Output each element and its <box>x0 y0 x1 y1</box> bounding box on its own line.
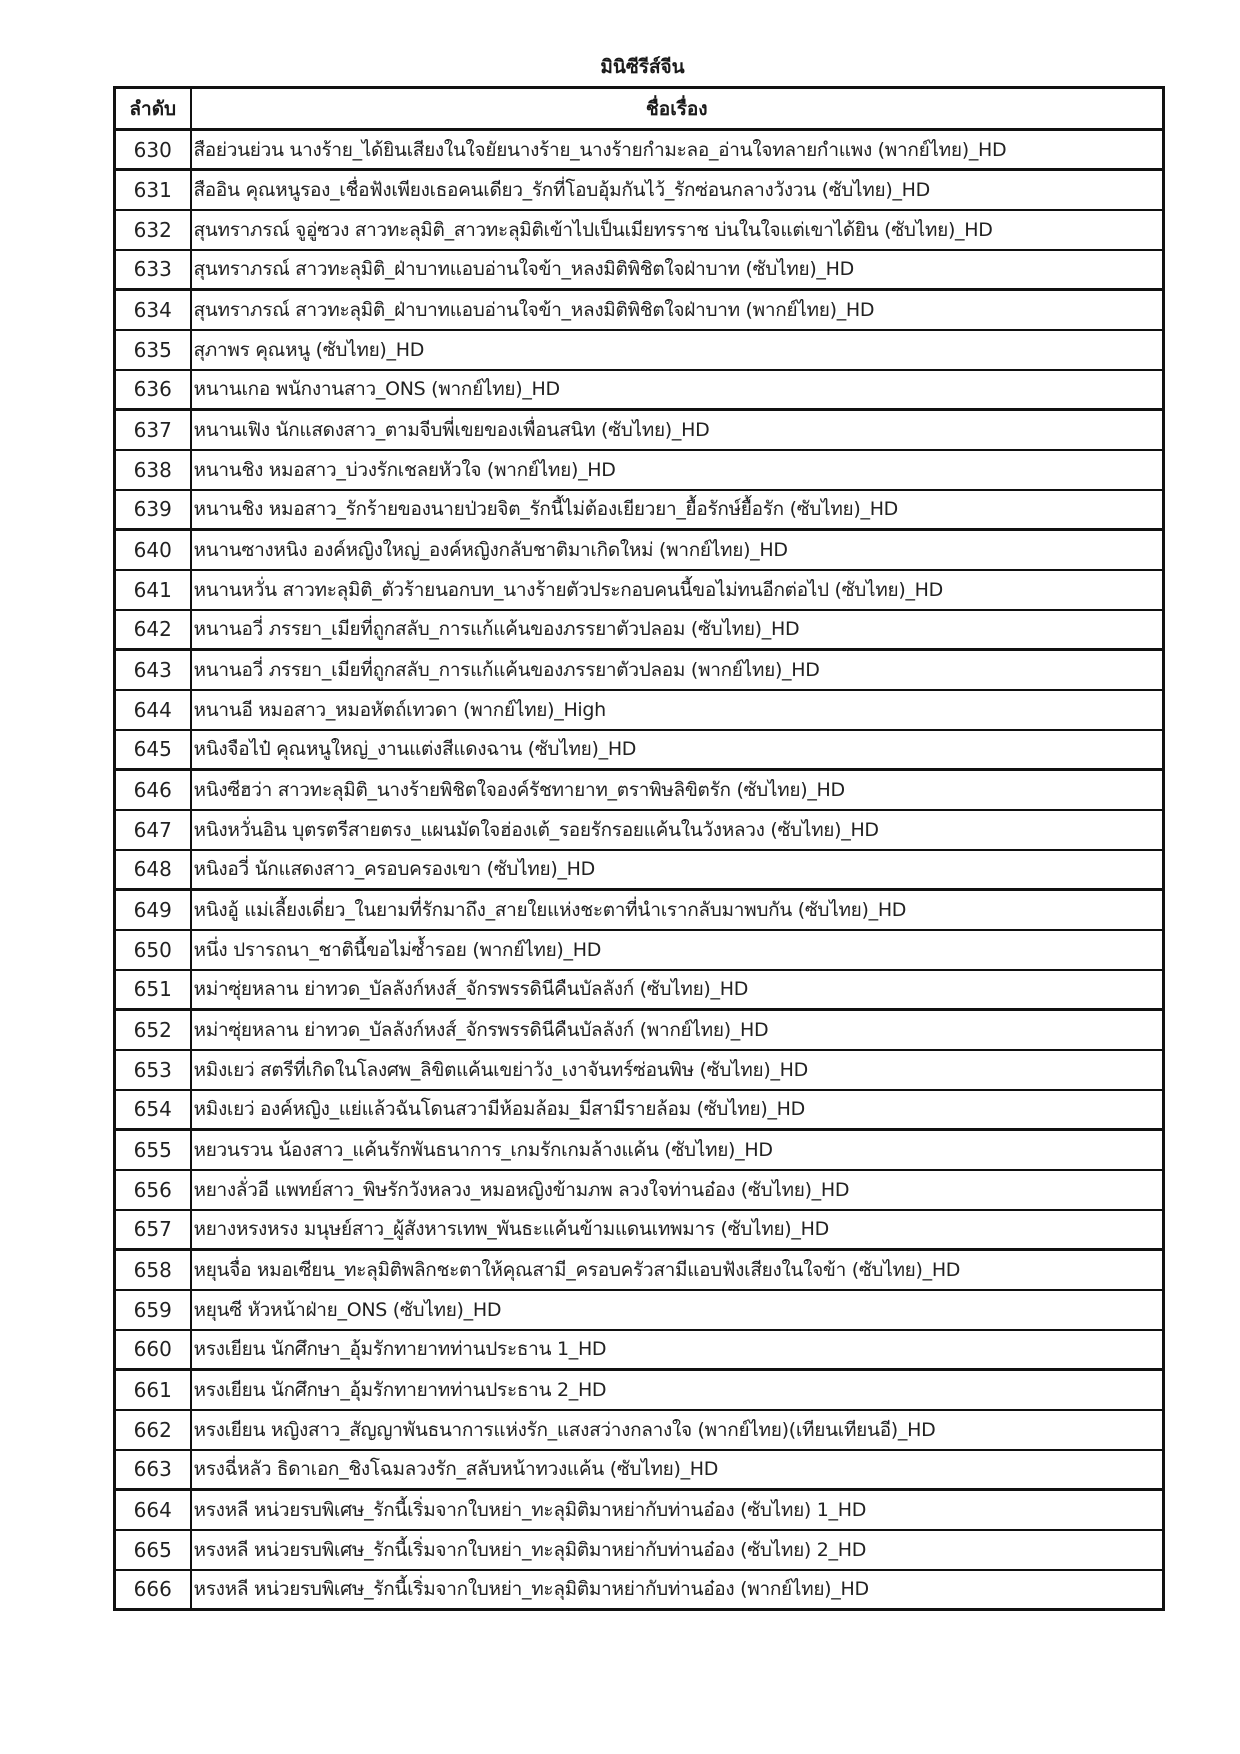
row-number: 650 <box>115 930 191 970</box>
row-number: 631 <box>115 170 191 210</box>
row-title: หนิงหวั่นอิน บุตรตรีสายตรง_แผนมัดใจฮ่องเต้_รอยรักรอยแค้นในวังหลวง (ซับไทย)_HD <box>191 810 1164 850</box>
row-number: 636 <box>115 370 191 410</box>
row-title: หยางลั่วอี แพทย์สาว_พิษรักวังหลวง_หมอหญิงข้ามภพ ลวงใจท่านอ๋อง (ซับไทย)_HD <box>191 1170 1164 1210</box>
row-title: สือย่วนย่วน นางร้าย_ได้ยินเสียงในใจยัยนางร้าย_นางร้ายกำมะลอ_อ่านใจทลายกำแพง (พากย์ไทย)_HD <box>191 130 1164 170</box>
row-number: 661 <box>115 1370 191 1410</box>
row-title: หมิงเยว่ สตรีที่เกิดในโลงศพ_ลิขิตแค้นเขย่าวัง_เงาจันทร์ซ่อนพิษ (ซับไทย)_HD <box>191 1050 1164 1090</box>
row-number: 642 <box>115 610 191 650</box>
row-title: หรงหลี หน่วยรบพิเศษ_รักนี้เริ่มจากใบหย่า_ทะลุมิติมาหย่ากับท่านอ๋อง (ซับไทย) 1_HD <box>191 1490 1164 1530</box>
row-title: หยุนจื่อ หมอเซียน_ทะลุมิติพลิกชะตาให้คุณสามี_ครอบครัวสามีแอบฟังเสียงในใจข้า (ซับไทย)_HD <box>191 1250 1164 1290</box>
table-row <box>115 1410 1164 1450</box>
row-number: 640 <box>115 530 191 570</box>
row-number: 662 <box>115 1410 191 1450</box>
row-title: หนานหวั่น สาวทะลุมิติ_ตัวร้ายนอกบท_นางร้ายตัวประกอบคนนี้ขอไม่ทนอีกต่อไป (ซับไทย)_HD <box>191 570 1164 610</box>
table-row <box>115 1490 1164 1530</box>
table-row <box>115 650 1164 690</box>
row-title: หรงฉี่หลัว ธิดาเอก_ชิงโฉมลวงรัก_สลับหน้าทวงแค้น (ซับไทย)_HD <box>191 1450 1164 1490</box>
table-row <box>115 170 1164 210</box>
table-row <box>115 490 1164 530</box>
column-header-number: ลำดับ <box>115 88 191 130</box>
row-number: 651 <box>115 970 191 1010</box>
row-number: 664 <box>115 1490 191 1530</box>
table-row <box>115 930 1164 970</box>
table-row <box>115 210 1164 250</box>
table-row <box>115 810 1164 850</box>
series-table <box>113 86 1165 1611</box>
row-number: 635 <box>115 330 191 370</box>
table-row <box>115 890 1164 930</box>
table-row <box>115 450 1164 490</box>
table-body <box>115 130 1164 1610</box>
row-number: 657 <box>115 1210 191 1250</box>
table-row <box>115 250 1164 290</box>
row-number: 641 <box>115 570 191 610</box>
row-number: 654 <box>115 1090 191 1130</box>
row-title: หรงเยียน หญิงสาว_สัญญาพันธนาการแห่งรัก_แสงสว่างกลางใจ (พากย์ไทย)(เทียนเทียนอี)_HD <box>191 1410 1164 1450</box>
table-row <box>115 970 1164 1010</box>
row-title: หนึ่ง ปรารถนา_ชาตินี้ขอไม่ซ้ำรอย (พากย์ไทย)_HD <box>191 930 1164 970</box>
row-title: หนิงจือไป๋ คุณหนูใหญ่_งานแต่งสีแดงฉาน (ซับไทย)_HD <box>191 730 1164 770</box>
row-title: หนิงอู้ แม่เลี้ยงเดี่ยว_ในยามที่รักมาถึง_สายใยแห่งชะตาที่นำเรากลับมาพบกัน (ซับไทย)_HD <box>191 890 1164 930</box>
row-title: หรงหลี หน่วยรบพิเศษ_รักนี้เริ่มจากใบหย่า_ทะลุมิติมาหย่ากับท่านอ๋อง (ซับไทย) 2_HD <box>191 1530 1164 1570</box>
table-row <box>115 1330 1164 1370</box>
row-number: 638 <box>115 450 191 490</box>
row-title: หนานเกอ พนักงานสาว_ONS (พากย์ไทย)_HD <box>191 370 1164 410</box>
row-title: หนานซางหนิง องค์หญิงใหญ่_องค์หญิงกลับชาติมาเกิดใหม่ (พากย์ไทย)_HD <box>191 530 1164 570</box>
row-number: 655 <box>115 1130 191 1170</box>
row-title: หนานชิง หมอสาว_บ่วงรักเชลยหัวใจ (พากย์ไทย)_HD <box>191 450 1164 490</box>
page-title: มินิซีรีส์จีน <box>600 56 685 78</box>
row-number: 630 <box>115 130 191 170</box>
table-row <box>115 770 1164 810</box>
row-number: 643 <box>115 650 191 690</box>
table-row <box>115 1090 1164 1130</box>
table-row <box>115 1250 1164 1290</box>
row-number: 645 <box>115 730 191 770</box>
row-title: หนิงซีฮว่า สาวทะลุมิติ_นางร้ายพิชิตใจองค์รัชทายาท_ตราพิษลิขิตรัก (ซับไทย)_HD <box>191 770 1164 810</box>
row-number: 633 <box>115 250 191 290</box>
row-title: หรงเยียน นักศึกษา_อุ้มรักทายาทท่านประธาน 1_HD <box>191 1330 1164 1370</box>
row-number: 632 <box>115 210 191 250</box>
table-row <box>115 1170 1164 1210</box>
row-title: หมิงเยว่ องค์หญิง_แย่แล้วฉันโดนสวามีห้อมล้อม_มีสามีรายล้อม (ซับไทย)_HD <box>191 1090 1164 1130</box>
table-row <box>115 410 1164 450</box>
row-number: 653 <box>115 1050 191 1090</box>
row-title: หยางหรงหรง มนุษย์สาว_ผู้สังหารเทพ_พันธะแค้นข้ามแดนเทพมาร (ซับไทย)_HD <box>191 1210 1164 1250</box>
row-title: หนานอวี่ ภรรยา_เมียที่ถูกสลับ_การแก้แค้นของภรรยาตัวปลอม (พากย์ไทย)_HD <box>191 650 1164 690</box>
row-title: หนานเฟิง นักแสดงสาว_ตามจีบพี่เขยของเพื่อนสนิท (ซับไทย)_HD <box>191 410 1164 450</box>
row-number: 660 <box>115 1330 191 1370</box>
row-number: 666 <box>115 1570 191 1610</box>
row-number: 637 <box>115 410 191 450</box>
table-row <box>115 1050 1164 1090</box>
row-number: 663 <box>115 1450 191 1490</box>
row-title: หยวนรวน น้องสาว_แค้นรักพันธนาการ_เกมรักเกมล้างแค้น (ซับไทย)_HD <box>191 1130 1164 1170</box>
table-row <box>115 1290 1164 1330</box>
row-number: 639 <box>115 490 191 530</box>
row-title: หรงเยียน นักศึกษา_อุ้มรักทายาทท่านประธาน 2_HD <box>191 1370 1164 1410</box>
row-title: หม่าซุ่ยหลาน ย่าทวด_บัลลังก์หงส์_จักรพรรดินีคืนบัลลังก์ (พากย์ไทย)_HD <box>191 1010 1164 1050</box>
row-title: หรงหลี หน่วยรบพิเศษ_รักนี้เริ่มจากใบหย่า_ทะลุมิติมาหย่ากับท่านอ๋อง (พากย์ไทย)_HD <box>191 1570 1164 1610</box>
row-title: หนิงอวี่ นักแสดงสาว_ครอบครองเขา (ซับไทย)_HD <box>191 850 1164 890</box>
row-number: 659 <box>115 1290 191 1330</box>
table-row <box>115 1450 1164 1490</box>
table-row <box>115 530 1164 570</box>
table-row <box>115 330 1164 370</box>
table-row <box>115 1530 1164 1570</box>
row-number: 652 <box>115 1010 191 1050</box>
table-row <box>115 130 1164 170</box>
table-row <box>115 850 1164 890</box>
row-title: สืออิน คุณหนูรอง_เชื่อฟังเพียงเธอคนเดียว_รักที่โอบอุ้มกันไว้_รักซ่อนกลางวังวน (ซับไทย)_HD <box>191 170 1164 210</box>
table-row <box>115 730 1164 770</box>
column-header-title: ชื่อเรื่อง <box>191 88 1164 130</box>
table-row <box>115 690 1164 730</box>
row-number: 644 <box>115 690 191 730</box>
row-title: หนานชิง หมอสาว_รักร้ายของนายป่วยจิต_รักนี้ไม่ต้องเยียวยา_ยื้อรักษ์ยื้อรัก (ซับไทย)_HD <box>191 490 1164 530</box>
row-number: 647 <box>115 810 191 850</box>
row-number: 649 <box>115 890 191 930</box>
row-title: สุนทราภรณ์ สาวทะลุมิติ_ฝ่าบาทแอบอ่านใจข้า_หลงมิติพิชิตใจฝ่าบาท (พากย์ไทย)_HD <box>191 290 1164 330</box>
table-row <box>115 290 1164 330</box>
table-row <box>115 610 1164 650</box>
table-row <box>115 1130 1164 1170</box>
row-number: 658 <box>115 1250 191 1290</box>
row-number: 634 <box>115 290 191 330</box>
table-row <box>115 370 1164 410</box>
row-title: หม่าซุ่ยหลาน ย่าทวด_บัลลังก์หงส์_จักรพรรดินีคืนบัลลังก์ (ซับไทย)_HD <box>191 970 1164 1010</box>
row-number: 648 <box>115 850 191 890</box>
row-title: สุนทราภรณ์ สาวทะลุมิติ_ฝ่าบาทแอบอ่านใจข้า_หลงมิติพิชิตใจฝ่าบาท (ซับไทย)_HD <box>191 250 1164 290</box>
table-row <box>115 1370 1164 1410</box>
table-row <box>115 1570 1164 1610</box>
row-number: 656 <box>115 1170 191 1210</box>
table-row <box>115 570 1164 610</box>
row-title: สุภาพร คุณหนู (ซับไทย)_HD <box>191 330 1164 370</box>
row-number: 665 <box>115 1530 191 1570</box>
row-title: หนานอวี่ ภรรยา_เมียที่ถูกสลับ_การแก้แค้นของภรรยาตัวปลอม (ซับไทย)_HD <box>191 610 1164 650</box>
table-row <box>115 1010 1164 1050</box>
table-header-row <box>115 88 1164 130</box>
row-title: หนานอี หมอสาว_หมอหัตถ์เทวดา (พากย์ไทย)_High <box>191 690 1164 730</box>
table-row <box>115 1210 1164 1250</box>
row-title: สุนทราภรณ์ จูอู่ซวง สาวทะลุมิติ_สาวทะลุมิติเข้าไปเป็นเมียทรราช บ่นในใจแต่เขาได้ยิน (ซับไทย)_HD <box>191 210 1164 250</box>
row-number: 646 <box>115 770 191 810</box>
row-title: หยุนซี หัวหน้าฝ่าย_ONS (ซับไทย)_HD <box>191 1290 1164 1330</box>
